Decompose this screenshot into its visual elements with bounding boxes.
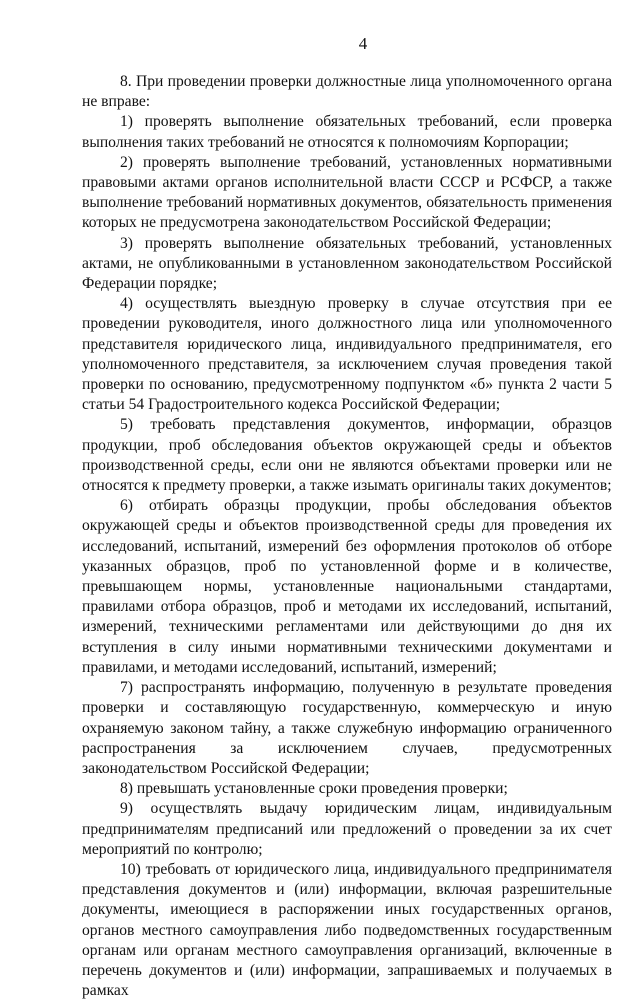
paragraph-item-9: 9) осуществлять выдачу юридическим лицам, индивидуальным предпринимателям предписаний или предложений о проведении за их счет мероприятий по контролю; [82, 800, 612, 858]
paragraph-item-1: 1) проверять выполнение обязательных требований, если проверка выполнения таких требований не относятся к полномочиям Корпорации; [82, 113, 612, 151]
paragraph-item-5: 5) требовать представления документов, информации, образцов продукции, проб обследования объектов окружающей среды и объектов производственной среды, если они не являются объектами проверки или не относятся к предмету проверки, а также изымать оригиналы таких документов; [82, 416, 612, 495]
paragraph-item-4: 4) осуществлять выездную проверку в случае отсутствия при ее проведении руководителя, иного должностного лица или уполномоченного представителя юридического лица, индивидуального предпринимателя, его уполномоченного представителя, за исключением случая проведения такой проверки по основанию, предусмотренному подпунктом «б» пункта 2 части 5 статьи 54 Градостроительного кодекса Российской Федерации; [82, 295, 612, 414]
paragraph-item-7: 7) распространять информацию, полученную в результате проведения проверки и составляющую государственную, коммерческую и иную охраняемую законом тайну, а также служебную информацию ограниченного распространения за исключением случаев, предусмотренных законодательством Российской Федерации; [82, 679, 612, 777]
paragraph-item-3: 3) проверять выполнение обязательных требований, установленных актами, не опубликованными в установленном законодательством Российской Федерации порядке; [82, 234, 612, 293]
paragraph-item-8: 8) превышать установленные сроки проведения проверки; [120, 780, 508, 798]
paragraph-item-6: 6) отбирать образцы продукции, пробы обследования объектов окружающей среды и объектов производственной среды для проведения их исследований, испытаний, измерений без оформления протоколов об отборе указанных образцов, проб по установленной форме и в количестве, превышающем нормы, установленные национальными стандартами, правилами отбора образцов, проб и методами их исследований, испытаний, измерений, техническими регламентами или действующими до дня их вступления в силу иными нормативными техническими документами и правилами, и методами исследований, испытаний, измерений; [82, 497, 612, 676]
paragraph-item-10: 10) требовать от юридического лица, индивидуального предпринимателя представления документов и (или) информации, включая разрешительные документы, имеющиеся в распоряжении иных государственных органов, органов местного самоуправления либо подведомственных государственным органам или органам местного самоуправления организаций, включенные в перечень документов и (или) информации, запрашиваемых и получаемых в рамках [82, 860, 612, 1000]
page-number: 4 [358, 34, 368, 53]
paragraph-intro: 8. При проведении проверки должностные лица уполномоченного органа не вправе: [82, 73, 612, 111]
paragraph-item-2: 2) проверять выполнение требований, установленных нормативными правовыми актами органов исполнительной власти СССР и РСФСР, а также выполнение требований нормативных документов, обязательность применения которых не предусмотрена законодательством Российской Федерации; [82, 153, 612, 232]
